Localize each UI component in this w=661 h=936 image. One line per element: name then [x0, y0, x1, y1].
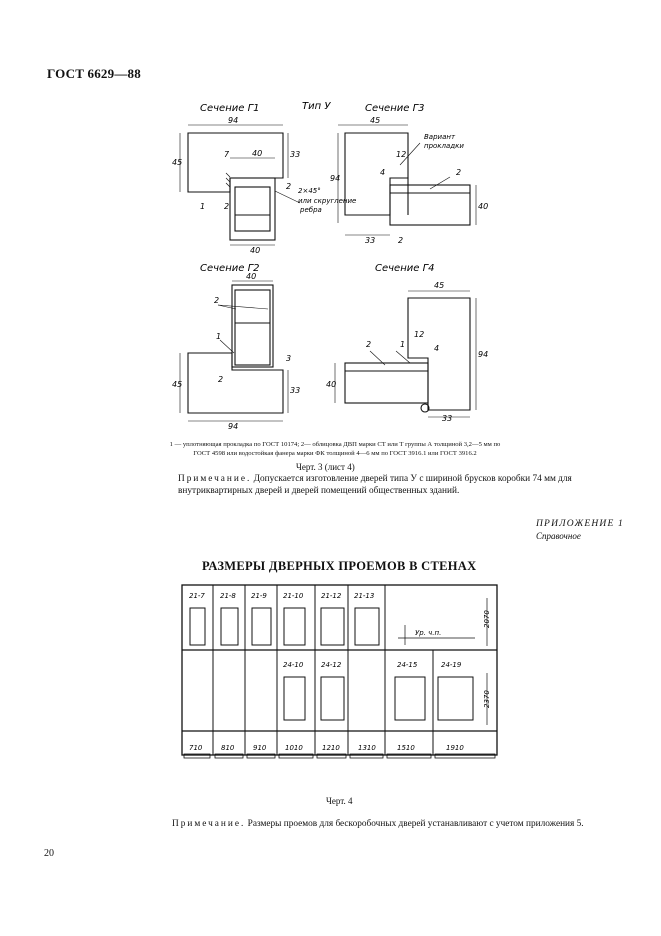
opening-label: 21-7: [189, 592, 205, 600]
figure-4-note: [172, 818, 592, 831]
note-lead: Примечание.: [178, 474, 252, 484]
legend-line: ГОСТ 4598 или водостойкая фанера марки ФК толщиной 4—6 мм по ГОСТ 3916.1 или ГОСТ 3916.2: [193, 450, 477, 457]
width-label: 1310: [358, 744, 376, 752]
dim-label: 7: [224, 150, 230, 159]
dim-label: 2: [218, 375, 224, 384]
dim-label: 45: [172, 380, 183, 389]
dim-label: 45: [370, 116, 381, 125]
note-text: Размеры проемов для бескоробочных дверей устанавливают с учетом приложения 5.: [245, 819, 584, 829]
dim-label: 4: [380, 168, 386, 177]
dim-label: 33: [290, 386, 301, 395]
dim-label: 40: [252, 149, 263, 158]
width-label: 810: [221, 744, 235, 752]
dim-label: 40: [250, 246, 261, 255]
opening-label: 24-15: [397, 661, 418, 669]
part-label: 1: [216, 332, 222, 341]
opening-label: 24-12: [321, 661, 342, 669]
opening-label: 24-10: [283, 661, 304, 669]
note-text: Допускается изготовление дверей типа У с шириной брусков коробки 74 мм для внутриквартирных дверей и дверей помещений общественных зданий.: [178, 474, 572, 496]
width-label: 710: [189, 744, 203, 752]
dim-label: 45: [172, 158, 183, 167]
dim-label: 2: [366, 340, 372, 349]
dim-label: 12: [396, 150, 407, 159]
dim-label: 94: [330, 174, 341, 183]
opening-label: 21-10: [283, 592, 304, 600]
dim-label: 94: [478, 350, 489, 359]
opening-label: 24-19: [441, 661, 462, 669]
section-g3-label: Сечение Г3: [365, 103, 425, 114]
dim-label: 94: [228, 422, 239, 431]
opening-label: 21-13: [354, 592, 375, 600]
opening-label: 21-9: [251, 592, 267, 600]
height-label: 2070: [483, 610, 491, 628]
dim-label: 40: [246, 272, 257, 281]
section-g2-label: Сечение Г2: [200, 263, 260, 274]
dim-label: 4: [434, 344, 440, 353]
dim-label: 1: [400, 340, 406, 349]
legend-line: 1 — уплотняющая прокладка по ГОСТ 10174; 2— облицовка ДВП марки СТ или Т группы А толщиной 3,2—5 мм по: [169, 441, 501, 448]
width-label: 1210: [322, 744, 340, 752]
chamfer-note: 2×45°: [298, 187, 321, 195]
opening-label: 21-12: [321, 592, 342, 600]
appendix-label: ПРИЛОЖЕНИЕ 1: [536, 519, 625, 529]
part-label: 2: [214, 296, 220, 305]
dim-label: 45: [434, 281, 445, 290]
width-label: 910: [253, 744, 267, 752]
figure-3-drawing: [170, 95, 510, 435]
part-label: 1: [200, 202, 206, 211]
chamfer-note: или скругление: [298, 197, 357, 205]
dim-label: 33: [290, 150, 301, 159]
document-code: ГОСТ 6629—88: [47, 66, 141, 81]
dim-label: 40: [478, 202, 489, 211]
figure-3-legend: [40, 440, 630, 458]
section-g4-label: Сечение Г4: [375, 263, 435, 274]
dim-label: 2: [224, 202, 230, 211]
chamfer-note: ребра: [300, 206, 322, 214]
dim-label: 3: [286, 354, 292, 363]
appendix-kind: Справочное: [536, 531, 581, 541]
type-label: Тип У: [302, 101, 331, 112]
appendix-title: РАЗМЕРЫ ДВЕРНЫХ ПРОЕМОВ В СТЕНАХ: [202, 559, 477, 573]
variant-note: Вариант: [424, 133, 456, 141]
dim-label: 33: [442, 414, 453, 423]
width-label: 1510: [397, 744, 415, 752]
dim-label: 40: [326, 380, 337, 389]
floor-level-label: Ур. ч.п.: [415, 629, 442, 637]
figure-3-note: [178, 473, 593, 497]
dim-label: 12: [414, 330, 425, 339]
figure-3-caption: Черт. 3 (лист 4): [296, 462, 355, 472]
note-lead: Примечание.: [172, 819, 246, 829]
width-label: 1910: [446, 744, 464, 752]
variant-note: прокладки: [424, 142, 464, 150]
height-label: 2370: [483, 690, 491, 708]
dim-label: 2: [286, 182, 292, 191]
section-g1-label: Сечение Г1: [200, 103, 260, 114]
dim-label: 2: [456, 168, 462, 177]
figure-4-drawing: [175, 583, 505, 773]
width-label: 1010: [285, 744, 303, 752]
page-number: 20: [44, 848, 54, 859]
dim-label: 94: [228, 116, 239, 125]
opening-label: 21-8: [220, 592, 236, 600]
dim-label: 33: [365, 236, 376, 245]
dim-label: 2: [398, 236, 404, 245]
figure-4-caption: Черт. 4: [326, 796, 353, 806]
